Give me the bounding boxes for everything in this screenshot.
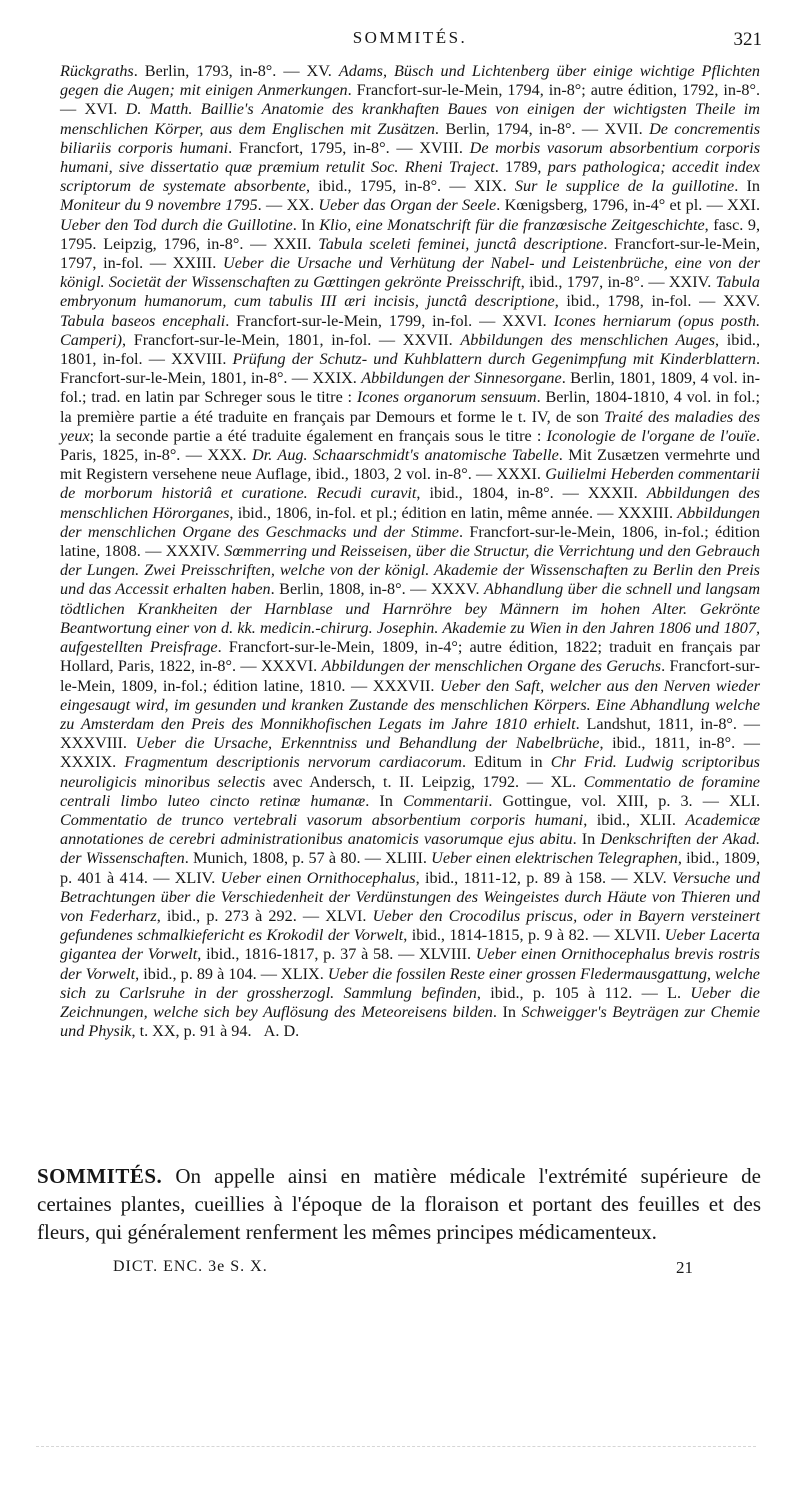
bibliography-title: D. Matth. Baillie's Anatomie des krankhaften Baues von einigen der wichtigsten Theile im menschlichen Körper, aus dem Englischen mit Zusätzen xyxy=(60,100,760,138)
bibliography-title: Iconologie de l'organe de l'ouïe xyxy=(546,426,756,445)
bibliography-text: , t. XX, p. 91 à 94. xyxy=(131,1022,252,1041)
bibliography-title: Schweigger's Beyträgen zur Chemie und Physik xyxy=(60,1002,760,1041)
bibliography-title: Tabula sceleti feminei, junctâ descriptione xyxy=(318,234,604,253)
bibliography-title: Ueber die Ursache und Verhütung der Nabel- und Leistenbrüche, eine von der königl. Societät der Wissenschaften zu Gœttingen gekrönte Preisschrift xyxy=(60,254,760,292)
bibliography-text: . In xyxy=(492,1002,522,1021)
bibliography-text: . Francfort-sur-le-Mein, 1797, in-fol. — XXIII. xyxy=(60,234,760,273)
bibliography-title: Tabula embryonum humanorum, cum tabulis III æri incisis, junctâ descriptione xyxy=(60,273,760,311)
bibliography-title: Ueber einen Ornithocephalus xyxy=(220,868,416,887)
bibliography-text: . Berlin, 1801, 1809, 4 vol. in-fol.; trad. en latin par Schreger sous le titre : xyxy=(60,369,760,407)
bibliography-text: . Berlin, 1794, in-8°. — XVII. xyxy=(434,119,650,138)
bibliography-text: . 1789, xyxy=(494,158,548,177)
bibliography-text: , fasc. 9, 1795. Leipzig, 1796, in-8°. — XXII. xyxy=(60,215,760,253)
bibliography-text: . Editum in xyxy=(461,753,551,772)
bibliography-text: . Berlin, 1808, in-8°. — XXXV. xyxy=(270,580,485,599)
bibliography-title: De morbis vasorum absorbentium corporis humani, sive dissertatio quæ præmium retulit Soc. Rheni Traject xyxy=(60,138,761,177)
bibliography-paragraph xyxy=(60,62,760,1041)
bibliography-title: Ueber das Organ der Seele xyxy=(318,196,497,215)
bibliography-text: , ibid., 1798, in-fol. — XXV. xyxy=(554,292,760,311)
running-head xyxy=(60,28,760,56)
bibliography-title: Ueber einen elektrischen Telegraphen xyxy=(431,849,678,868)
signature-number: 21 xyxy=(676,1258,693,1277)
bibliography-title: Commentatio de trunco vertebrali vasorum absorbentium corporis humani xyxy=(60,810,584,829)
bibliography-text: , ibid., 1816-1817, p. 37 à 58. — XLVIII. xyxy=(197,945,476,964)
bibliography-title: Chr Frid. Ludwig scriptoribus neuroligicis minoribus selectis xyxy=(60,753,760,791)
bottom-rule xyxy=(36,1446,756,1447)
bibliography-text: . In xyxy=(734,177,761,196)
bibliography-text: . In xyxy=(572,830,601,849)
signature-mark: DICT. ENC. 3e S. X. xyxy=(113,1258,268,1275)
bibliography-title: Ueber den Saft, welcher aus den Nerven wieder eingesaugt wird, im gesunden und kranken Zustande des menschlichen Körpers. Eine Abhandlung welche zu Amsterdam den Preis des Monnikhofischen Legats im Jahre 1810 erhielt xyxy=(60,676,760,733)
bibliography-title: Dr. Aug. Schaarschmidt's anatomische Tabelle xyxy=(252,446,559,465)
bibliography-title: Klio, eine Monatschrift für die franzœsische Zeitgeschichte xyxy=(319,215,705,234)
bibliography-text: , ibid., 1811, in-8°. — XXXIX. xyxy=(60,734,760,772)
bibliography-title: Commentatio de foramine centrali limbo luteo cincto retinæ humanæ xyxy=(60,772,760,810)
bibliography-title: Fragmentum descriptionis nervorum cardiacorum xyxy=(124,753,462,772)
bibliography-text: ; la seconde partie a été traduite également en français sous le titre : xyxy=(89,426,547,445)
bibliography-title: Icones herniarum (opus posth. Camperi) xyxy=(60,311,760,349)
bibliography-title: Abbildungen des menschlichen Auges xyxy=(460,330,716,349)
bibliography-title: Prüfung der Schutz- und Kuhblattern durch Gegenimpfung mit Kinderblattern xyxy=(232,350,756,369)
bibliography-text: . Francfort-sur-le-Mein, 1801, in-8°. — XXIX. xyxy=(60,350,760,388)
bibliography-title: Ueber die Zeichnungen, welche sich bey Auflösung des Meteoreisens bilden xyxy=(60,983,760,1021)
bibliography-title: Ueber die fossilen Reste einer grossen Fledermausgattung, welche sich zu Carlsruhe in der grossherzogl. Sammlung befinden xyxy=(60,964,760,1002)
bibliography-text: , ibid., 1814-1815, p. 9 à 82. — XLVII. xyxy=(403,926,665,945)
bibliography-title: pars pathologica; accedit index scriptorum de systemate absorbente xyxy=(60,158,760,196)
article-text: On appelle ainsi en matière médicale l'extrémité supérieure de certaines plantes, cueillies à l'époque de la floraison et portant des feuilles et des fleurs, qui généralement renferment les mêmes principes médicamenteux. xyxy=(37,1164,761,1244)
bibliography-title: Abbildungen der menschlichen Organe des Geschmacks und der Stimme xyxy=(60,503,760,541)
bibliography-title: Ueber den Crocodilus priscus, oder in Bayern versteinert gefundenes schmalkiefericht es Krokodil der Vorwelt xyxy=(60,906,760,945)
bibliography-text: , Francfort-sur-le-Mein, 1801, in-fol. — XXVII. xyxy=(122,330,461,349)
bibliography-title: Academicæ annotationes de cerebri administrationibus anatomicis vasorumque ejus abitu xyxy=(60,810,760,849)
bibliography-text: . Kœnigsberg, 1796, in-4° et pl. — XXI. xyxy=(496,196,760,215)
page-number: 321 xyxy=(733,29,762,50)
bibliography-text: , ibid., 1806, in-fol. et pl.; édition en latin, même année. — XXXIII. xyxy=(229,503,678,522)
bibliography-text: . Gottingue, vol. XIII, p. 3. — XLI. xyxy=(488,791,760,810)
bibliography-text: , ibid., p. 273 à 292. — XLVI. xyxy=(156,906,373,925)
bibliography-title: Icones organorum sensuum xyxy=(356,388,537,407)
bibliography-signature: A. D. xyxy=(263,1022,300,1041)
bibliography-title: Sœmmerring und Reisseisen, über die Structur, die Verrichtung und den Gebrauch der Lungen. Zwei Preisschriften, welche von der königl. Akademie der Wissenschaften zu Berlin den Preis und das Accessit erhalten haben xyxy=(60,542,760,599)
article-sommites xyxy=(37,1162,761,1246)
bibliography-text: . Francfort-sur-le-Mein, 1806, in-fol.; édition latine, 1808. — XXXIV. xyxy=(60,522,761,561)
bibliography-text: , ibid., 1795, in-8°. — XIX. xyxy=(305,177,515,196)
bibliography-title: Adams, Büsch und Lichtenberg über einige wichtige Pflichten gegen die Augen; mit einigen Anmerkungen xyxy=(60,62,760,100)
bibliography-title: Ueber einen Ornithocephalus brevis rostris der Vorwelt xyxy=(60,945,760,983)
bibliography-title: Abhandlung über die schnell und langsam tödtlichen Krankheiten der Harnblase und Harnröhre bey Männern im hohen Alter. Gekrönte Beantwortung einer von d. kk. medicin.-chirurg. Josephin. Akademie zu Wien in den Jahren 1806 und 1807, aufgestellten Preisfrage xyxy=(60,580,761,657)
bibliography-title: Ueber den Tod durch die Guillotine xyxy=(60,215,293,234)
bibliography-text: . Berlin, 1793, in-8°. — XV. xyxy=(133,62,339,80)
bibliography-text: . Munich, 1808, p. 57 à 80. — XLIII. xyxy=(184,849,432,868)
bibliography-text: . Landshut, 1811, in-8°. — XXXVIII. xyxy=(60,714,760,753)
bibliography-title: De concrementis biliariis corporis humani xyxy=(60,119,761,157)
bibliography-text: . Mit Zusætzen vermehrte und mit Registern versehene neue Auflage, ibid., 1803, 2 vol. in-8°. — XXXI. xyxy=(60,446,760,484)
bibliography-text: . Francfort, 1795, in-8°. — XVIII. xyxy=(228,138,470,157)
bibliography-text: , ibid., XLII. xyxy=(583,810,686,829)
bibliography-title: Abbildungen des menschlichen Hörorganes xyxy=(60,484,760,522)
bibliography-title: Denkschriften der Akad. der Wissenschaften xyxy=(60,830,760,868)
bibliography-title: Guilielmi Heberden commentarii de morborum historiâ et curatione. Recudi curavit xyxy=(60,465,760,503)
bibliography-title: Moniteur du 9 novembre 1795 xyxy=(60,196,258,215)
bibliography-title: Ueber die Ursache, Erkenntniss und Behandlung der Nabelbrüche xyxy=(135,734,600,753)
bibliography-title: Sur le supplice de la guillotine xyxy=(514,177,735,196)
bibliography-text: . Berlin, 1804-1810, 4 vol. in fol.; la première partie a été traduite en français par Demours et forme le t. IV, de son xyxy=(60,388,760,426)
bibliography-text: . Francfort-sur-le-Mein, 1809, in-fol.; édition latine, 1810. — XXXVII. xyxy=(60,657,760,695)
bibliography-text: . Paris, 1825, in-8°. — XXX. xyxy=(60,426,761,465)
bibliography-text: , ibid., 1804, in-8°. — XXXII. xyxy=(416,484,647,503)
bibliography-title: Rückgraths xyxy=(60,62,134,80)
bibliography-text: . — XX. xyxy=(257,196,319,215)
bibliography-title: Commentarii xyxy=(402,791,489,810)
bibliography-text: , ibid., p. 89 à 104. — XLIX. xyxy=(135,964,328,983)
bibliography-text: , ibid., 1801, in-fol. — XXVIII. xyxy=(60,330,761,369)
article-headword: SOMMITÉS. xyxy=(37,1164,163,1188)
signature-line xyxy=(113,1258,693,1280)
page-title: SOMMITÉS. xyxy=(352,28,468,47)
bibliography-text: , ibid., 1811-12, p. 89 à 158. — XLV. xyxy=(415,868,672,887)
bibliography-title: Tabula baseos encephali xyxy=(60,311,226,330)
bibliography-text: avec Andersch, t. II. Leipzig, 1792. — XL. xyxy=(265,772,584,791)
bibliography-text: . In xyxy=(365,791,403,810)
bibliography-text: , ibid., 1809, p. 401 à 414. — XLIV. xyxy=(60,849,761,887)
bibliography-title: Abbildungen der Sinnesorgane xyxy=(361,369,562,388)
bibliography-text: . In xyxy=(292,215,320,234)
bibliography-text: , ibid., 1797, in-8°. — XXIV. xyxy=(520,273,716,292)
bibliography-title: Traité des maladies des yeux xyxy=(60,407,760,445)
bibliography-text: , ibid., p. 105 à 112. — L. xyxy=(476,983,691,1002)
bibliography-title: Ueber Lacerta gigantea der Vorwelt xyxy=(60,926,760,964)
bibliography-text: . Francfort-sur-le-Mein, 1799, in-fol. — XXVI. xyxy=(225,311,554,330)
bibliography-text: . Francfort-sur-le-Mein, 1809, in-4°; autre édition, 1822; traduit en français par Hollard, Paris, 1822, in-8°. — XXXVI. xyxy=(60,638,760,676)
bibliography-title: Abbildungen der menschlichen Organe des Geruchs xyxy=(321,657,662,676)
bibliography-title: Versuche und Betrachtungen über die Verschiedenheit der Verdünstungen des Weingeistes durch Häute von Thieren und von Federharz xyxy=(60,868,760,925)
bibliography-text: . Francfort-sur-le-Mein, 1794, in-8°; autre édition, 1792, in-8°. — XVI. xyxy=(60,81,760,119)
